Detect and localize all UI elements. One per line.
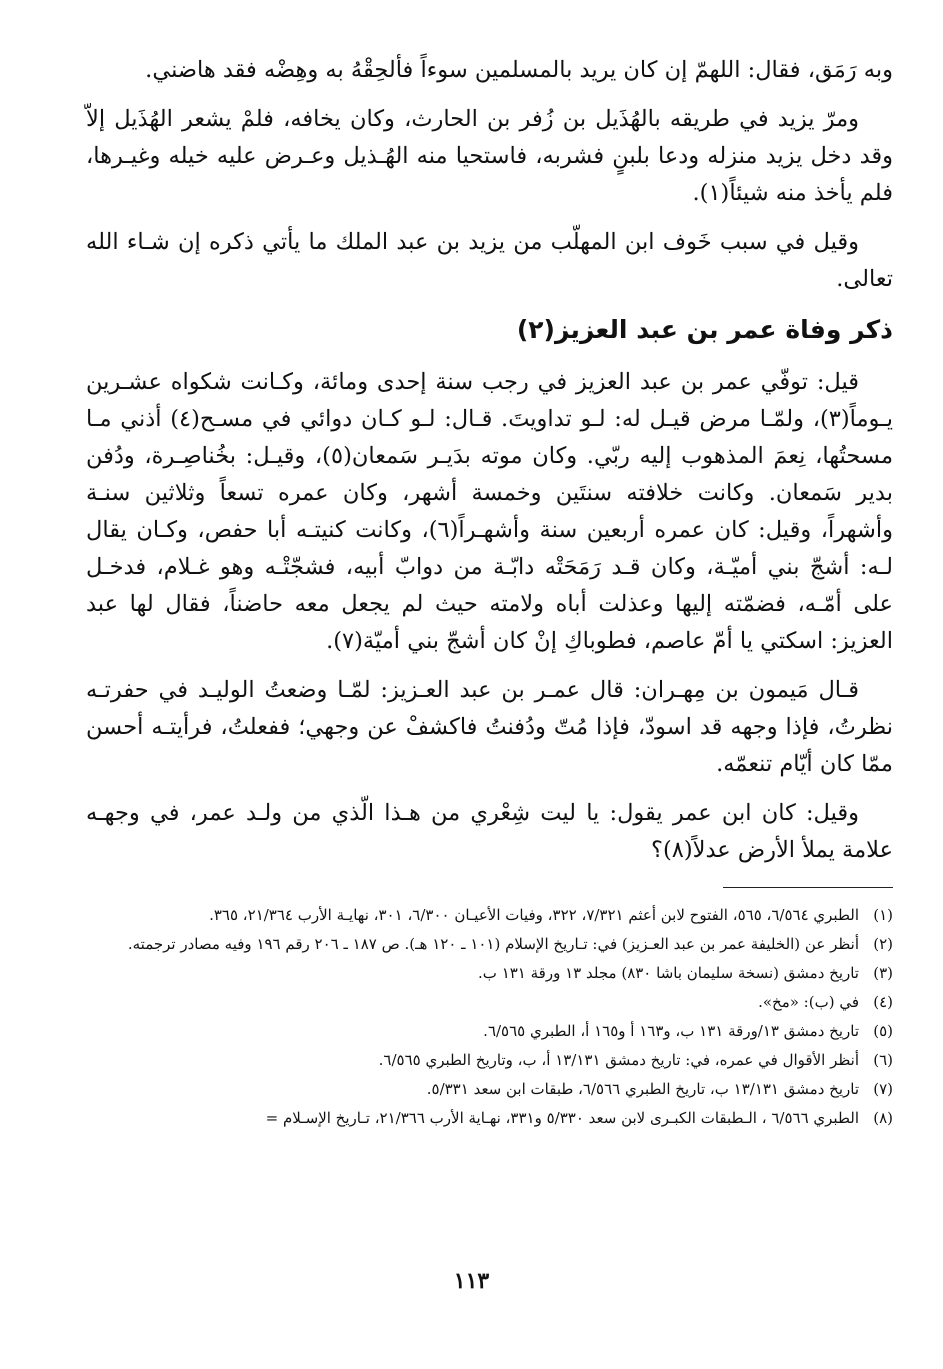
paragraph-death-of-umar: قيل: توفّي عمر بن عبد العزيز في رجب سنة إحدى ومائة، وكـانت شكواه عشـرين يـوماً(٣)، ولمّـا مرض قيـل له: لـو تداويتَ. قـال: لـو كـان دوائي في مسـح(٤) أذني مـا مسحتُها، نِعمَ المذهوب إليه ربّي. وكان موته بدَيـر سَمعان(٥)، وقيـل: بخُناصِـرة، ودُفن بدير سَمعان. وكانت خلافته سنتَين وخمسة أشهر، وكان عمره تسعاً وثلاثين سنـة وأشهراً، وقيل: كان عمره أربعين سنة وأشهـراً(٦)، وكانت كنيتـه أبا حفص، وكـان يقال لـه: أشجّ بني أميّـة، وكان قـد رَمَحَتْه دابّـة من دوابّ أبيه، فشجّتْـه وهو غـلام، فدخـل على أمّـه، فضمّته إليها وعذلت أباه ولامته حيث لم يجعل معه حاضناً، فقال لها عبد العزيز: اسكتي يا أمّ عاصم، فطوباكِ إنْ كان أشجّ بني أميّة(٧). bbox=[86, 369, 894, 654]
footnote bbox=[86, 989, 893, 1016]
paragraph-hudhayl: ومرّ يزيد في طريقه بالهُذَيل بن زُفر بن الحارث، وكان يخافه، فلمْ يشعر الهُذَيل إلاّ وقد دخل يزيد منزله ودعا بلبنٍ فشربه، فاستحيا منه الهُـذيل وعـرض عليه خيله وغيـرها، فلم يأخذ منه شيئاً(١). bbox=[86, 106, 893, 206]
section-title: ذكر وفاة عمر بن عبد العزيز(٢) bbox=[516, 315, 893, 344]
footnote-number: (١) bbox=[873, 906, 893, 924]
footnote-number: (٤) bbox=[873, 993, 893, 1011]
footnote-number: (٨) bbox=[873, 1109, 893, 1127]
paragraph-ibn-umar: وقيل: كان ابن عمر يقول: يا ليت شِعْري من هـذا الّذي من ولـد عمر، في وجهـه علامة يملأ الأرض عدلاً(٨)؟ bbox=[86, 800, 893, 863]
footnote-text: أنظر الأقوال في عمره، في: تاريخ دمشق ١٣/١٣١ أ، ب، وتاريخ الطبري ٦/٥٦٥. bbox=[378, 1051, 859, 1069]
book-page bbox=[86, 52, 893, 1329]
footnotes-list bbox=[86, 902, 893, 1132]
paragraph-maymun: قـال مَيمون بن مِهـران: قال عمـر بن عبد العـزيز: لمّـا وضعتُ الوليـد في حفرتـه نظرتُ، فإذا وجهه قد اسودّ، فإذا مُتّ ودُفنتُ فاكشفْ عن وجهي؛ ففعلتُ، فرأيتـه أحسن ممّا كان أيّام تنعمّه. bbox=[86, 677, 893, 777]
footnote-text: تاريخ دمشق (نسخة سليمان باشا ٨٣٠) مجلد ١٣ ورقة ١٣١ ب. bbox=[478, 964, 859, 982]
page-number: ١١٣ bbox=[453, 1268, 490, 1294]
footnote-divider bbox=[723, 887, 893, 888]
footnote bbox=[86, 902, 893, 929]
main-text bbox=[86, 52, 893, 869]
paragraph-fear-reason: وقيل في سبب خَوف ابن المهلّب من يزيد بن عبد الملك ما يأتي ذكره إن شـاء الله تعالى. bbox=[86, 229, 893, 292]
footnote-number: (٣) bbox=[873, 964, 893, 982]
footnote bbox=[86, 931, 893, 958]
paragraph-continuation: وبه رَمَق، فقال: اللهمّ إن كان يريد بالمسلمين سوءاً فألحِقْهُ به وهِضْه فقد هاضني. bbox=[145, 57, 893, 83]
footnote bbox=[86, 1018, 893, 1045]
footnote-text: الطبري ٦/٥٦٤، ٥٦٥، الفتوح لابن أعثم ٧/٣٢١، ٣٢٢، وفيات الأعيـان ٦/٣٠٠، ٣٠١، نهايـة الأرب ٢١/٣٦٤، ٣٦٥. bbox=[209, 906, 859, 924]
footnote bbox=[86, 960, 893, 987]
footnote bbox=[86, 1105, 893, 1132]
footnote-text: تاريخ دمشق ١٣/ورقة ١٣١ ب، و١٦٣ أ و١٦٥ أ، الطبري ٦/٥٦٥. bbox=[483, 1022, 859, 1040]
footnote-number: (٥) bbox=[873, 1022, 893, 1040]
footnote bbox=[86, 1047, 893, 1074]
footnote-text: في (ب): «مخ». bbox=[758, 993, 859, 1011]
footnote-text: أنظر عن (الخليفة عمر بن عبد العـزيز) في: تـاريخ الإسلام (١٠١ ـ ١٢٠ هـ). ص ١٨٧ ـ ٢٠٦ رقم ١٩٦ وفيه مصادر ترجمته. bbox=[127, 935, 859, 953]
footnote bbox=[86, 1076, 893, 1103]
footnote-number: (٧) bbox=[873, 1080, 893, 1098]
footnote-text: تاريخ دمشق ١٣/١٣١ ب، تاريخ الطبري ٦/٥٦٦، طبقات ابن سعد ٥/٣٣١. bbox=[426, 1080, 859, 1098]
footnote-text: الطبري ٦/٥٦٦ ، الـطبقات الكبـرى لابن سعد ٥/٣٣٠ و٣٣١، نهـاية الأرب ٢١/٣٦٦، تـاريخ الإسـلام = bbox=[265, 1109, 859, 1127]
footnote-number: (٢) bbox=[873, 935, 893, 953]
footnote-number: (٦) bbox=[873, 1051, 893, 1069]
